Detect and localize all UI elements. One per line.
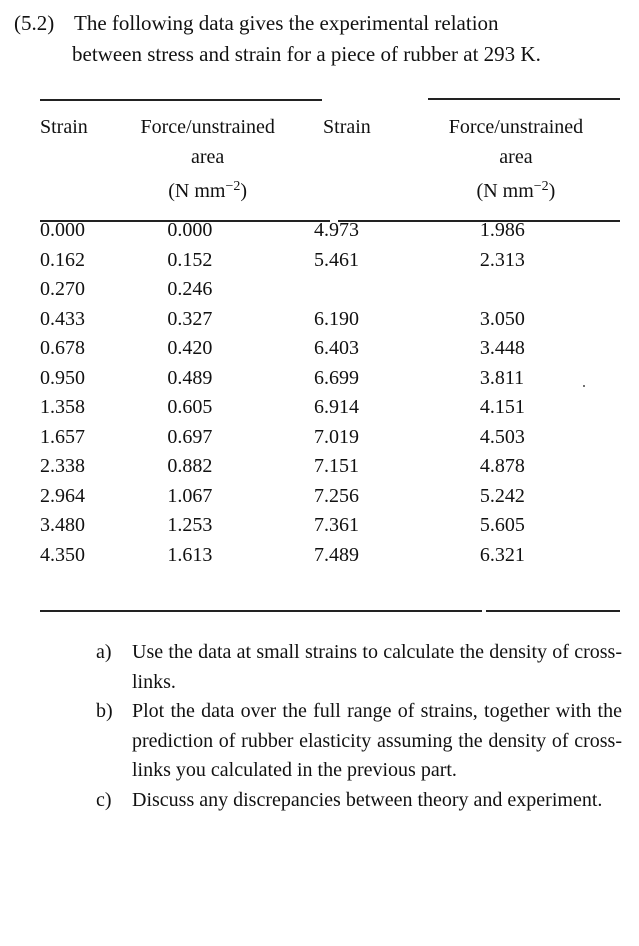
cell-strain: 7.256	[313, 484, 359, 507]
table-row	[30, 423, 630, 453]
header-strain-right: Strain	[323, 116, 371, 138]
cell-force: 4.878	[479, 455, 525, 477]
question-text: Plot the data over the full range of strains, together with the prediction of rubber elasticity assuming the density of cross-links you calculated in the previous part.	[132, 700, 622, 781]
cell-force: 1.986	[479, 219, 525, 241]
cell-force: 0.246	[167, 278, 213, 300]
question-item-c	[96, 786, 622, 816]
stray-mark	[583, 385, 585, 387]
question-text: Discuss any discrepancies between theory and experiment.	[132, 788, 603, 811]
table-row	[30, 334, 630, 364]
cell-strain: 1.657	[40, 425, 85, 448]
cell-force: 4.151	[479, 396, 525, 418]
problem-text-line1: The following data gives the experimental relation	[74, 11, 499, 35]
question-label: c)	[96, 788, 112, 811]
cell-strain: 6.914	[313, 396, 359, 418]
question-label: a)	[96, 641, 112, 663]
table-row	[30, 393, 630, 423]
cell-force: 4.503	[479, 425, 525, 448]
cell-force: 0.327	[167, 307, 213, 330]
table-row	[30, 364, 630, 394]
cell-force: 0.605	[167, 396, 213, 418]
cell-strain	[292, 275, 402, 305]
cell-force: 0.697	[167, 425, 213, 448]
stress-strain-table	[30, 112, 630, 570]
problem-text-line2: between stress and strain for a piece of rubber at 293 K.	[72, 42, 541, 66]
cell-strain: 0.162	[40, 248, 85, 271]
cell-strain: 1.358	[40, 396, 85, 418]
table-row	[30, 511, 630, 541]
cell-strain: 0.000	[40, 219, 85, 241]
table-row	[30, 452, 630, 482]
cell-strain: 5.461	[313, 248, 359, 271]
header-force-right: Force/unstrained area (N $mm^{-2}$)	[448, 116, 584, 202]
question-label: b)	[96, 700, 113, 722]
table-row	[30, 305, 630, 335]
table-header-row	[30, 112, 630, 216]
table-row	[30, 216, 630, 246]
cell-force: 3.811	[479, 366, 525, 389]
cell-force	[402, 275, 630, 305]
cell-strain: 3.480	[40, 514, 85, 536]
cell-force: 5.605	[479, 514, 525, 536]
cell-force: 0.420	[167, 337, 213, 359]
cell-strain: 2.964	[40, 484, 85, 507]
table-row	[30, 275, 630, 305]
table-top-rule-right	[428, 98, 620, 100]
header-strain-left: Strain	[40, 116, 88, 138]
cell-force: 1.613	[167, 543, 213, 566]
cell-strain: 0.678	[40, 337, 85, 359]
table-bottom-rule-right	[486, 610, 620, 612]
cell-force: 0.489	[167, 366, 213, 389]
cell-force: 6.321	[479, 543, 525, 566]
question-list	[96, 638, 622, 815]
cell-force: 5.242	[479, 484, 525, 507]
cell-force: 2.313	[479, 248, 525, 271]
question-text: Use the data at small strains to calculate the density of cross-links.	[132, 641, 622, 693]
cell-strain: 7.361	[313, 514, 359, 536]
cell-force: 0.000	[167, 219, 213, 241]
table-top-rule-left	[40, 99, 322, 101]
cell-strain: 7.151	[313, 455, 359, 477]
question-item-b	[96, 697, 622, 786]
cell-force: 0.152	[167, 248, 213, 271]
cell-force: 3.050	[479, 307, 525, 330]
table-row	[30, 541, 630, 571]
cell-force: 1.067	[167, 484, 213, 507]
cell-strain: 0.950	[40, 366, 85, 389]
cell-strain: 0.270	[40, 278, 85, 300]
problem-number: (5.2)	[14, 11, 55, 35]
cell-force: 1.253	[167, 514, 213, 536]
cell-force: 3.448	[479, 337, 525, 359]
cell-strain: 4.350	[40, 543, 85, 566]
cell-strain: 6.190	[313, 307, 359, 330]
problem-statement	[14, 8, 624, 70]
question-item-a	[96, 638, 622, 697]
cell-strain: 6.699	[313, 366, 359, 389]
table-bottom-rule-left	[40, 610, 482, 612]
table-row	[30, 246, 630, 276]
cell-strain: 2.338	[40, 455, 85, 477]
cell-force: 0.882	[167, 455, 213, 477]
header-force-left: Force/unstrained area (N $mm^{-2}$)	[140, 116, 275, 202]
table-row	[30, 482, 630, 512]
cell-strain: 7.019	[313, 425, 359, 448]
cell-strain: 0.433	[40, 307, 85, 330]
cell-strain: 7.489	[313, 543, 359, 566]
cell-strain: 6.403	[313, 337, 359, 359]
cell-strain: 4.973	[313, 219, 359, 241]
